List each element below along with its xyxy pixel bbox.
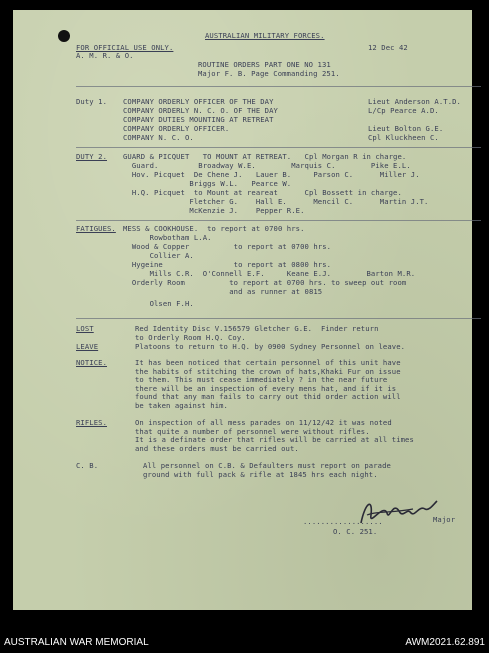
duty2-line: Hov. Picquet De Chene J. Lauer B. Parson C. Miller J. (123, 170, 420, 179)
divider (76, 147, 481, 148)
divider (76, 86, 481, 87)
fatigues-line: and as runner at 0815 (123, 287, 323, 296)
leave-label: LEAVE (76, 342, 99, 351)
fatigues-line: MESS & COOKHOUSE. to report at 0700 hrs. (123, 224, 305, 233)
leave-text: Platoons to return to H.Q. by 0900 Sydney Personnel on leave. (135, 342, 406, 351)
divider (76, 220, 481, 221)
notice-label: NOTICE. (76, 358, 107, 367)
duty1-name: L/Cp Pearce A.D. (368, 106, 439, 115)
punch-hole (58, 30, 70, 42)
duty1-line: COMPANY ORDERLY OFFICER OF THE DAY (123, 97, 274, 106)
signature-title: O. C. 251. (333, 527, 378, 536)
notice-text: It has been noticed that certain personnel of this unit have the habits of stitching the crown of hats,Khaki Fur on issue to them. This must cease immediately ? in the near future there will be an inspection of every mens hat, and if it is found that any man fails to carry out thid order action will be taken against him. (135, 358, 401, 410)
document-title: AUSTRALIAN MILITARY FORCES. (205, 31, 325, 40)
fatigues-line: Mills C.R. O'Connell E.F. Keane E.J. Barton M.R. (123, 269, 416, 278)
rifles-text: On inspection of all mess parades on 11/12/42 it was noted that quite a number of personnel were without rifles. It is a definate order that rifles will be carried at all times and these orders must be carried out. (135, 418, 414, 453)
rifles-label: RIFLES. (76, 418, 107, 427)
lost-text: Red Identity Disc V.156579 Gletcher G.E. Finder return to Orderly Room H.Q. Coy. (135, 324, 379, 342)
duty1-line: COMPANY ORDERLY N. C. O. OF THE DAY (123, 106, 278, 115)
signature-rank: Major (433, 515, 456, 524)
duty2-line: McKenzie J. Pepper R.E. (123, 206, 305, 215)
duty2-line: Fletcher G. Hall E. Mencil C. Martin J.T. (123, 197, 429, 206)
duty2-line: Briggs W.L. Pearce W. (123, 179, 292, 188)
fatigues-line: Orderly Room to report at 0700 hrs. to sweep out room (123, 278, 407, 287)
cb-text: All personnel on C.B. & Defaulters must report on parade ground with full pack & rifle at 1845 hrs each night. (143, 461, 391, 479)
fatigues-line: Rowbotham L.A. (123, 233, 212, 242)
signature-dots: .................. (303, 517, 383, 526)
archive-reference: AWM2021.62.891 (405, 637, 485, 648)
fatigues-line: Collier A. (123, 251, 194, 260)
duty2-line: GUARD & PICQUET TO MOUNT AT RETREAT. Cpl Morgan R in charge. (123, 152, 407, 161)
duty1-line: COMPANY N. C. O. (123, 133, 194, 142)
duty2-label: DUTY 2. (76, 152, 107, 161)
divider (76, 318, 481, 319)
cb-label: C. B. (76, 461, 99, 470)
duty1-name: Lieut Bolton G.E. (368, 124, 444, 133)
duty1-name: Lieut Anderson A.T.D. (368, 97, 461, 106)
archive-name: AUSTRALIAN WAR MEMORIAL (4, 637, 149, 648)
commanding-officer: Major F. B. Page Commanding 251. (198, 69, 340, 78)
document-date: 12 Dec 42 (368, 43, 408, 52)
orders-number: ROUTINE ORDERS PART ONE NO 131 (198, 60, 331, 69)
fatigues-line: Olsen F.H. (123, 299, 194, 308)
lost-label: LOST (76, 324, 94, 333)
unit-code: A. M. R. & O. (76, 51, 134, 60)
duty2-line: Guard. Broadway W.E. Marquis C. Pike E.L. (123, 161, 411, 170)
duty1-line: COMPANY ORDERLY OFFICER. (123, 124, 230, 133)
classification: FOR OFFICIAL USE ONLY. (76, 43, 174, 52)
fatigues-label: FATIGUES. (76, 224, 116, 233)
duty1-name: Cpl Kluckheen C. (368, 133, 439, 142)
duty2-line: H.Q. Picquet to Mount at reareat Cpl Bossett in charge. (123, 188, 402, 197)
fatigues-line: Wood & Copper to report at 0700 hrs. (123, 242, 332, 251)
document-page (13, 10, 472, 610)
duty1-label: Duty 1. (76, 97, 107, 106)
duty1-line: COMPANY DUTIES MOUNTING AT RETREAT (123, 115, 274, 124)
fatigues-line: Hygeine to report at 0800 hrs. (123, 260, 332, 269)
